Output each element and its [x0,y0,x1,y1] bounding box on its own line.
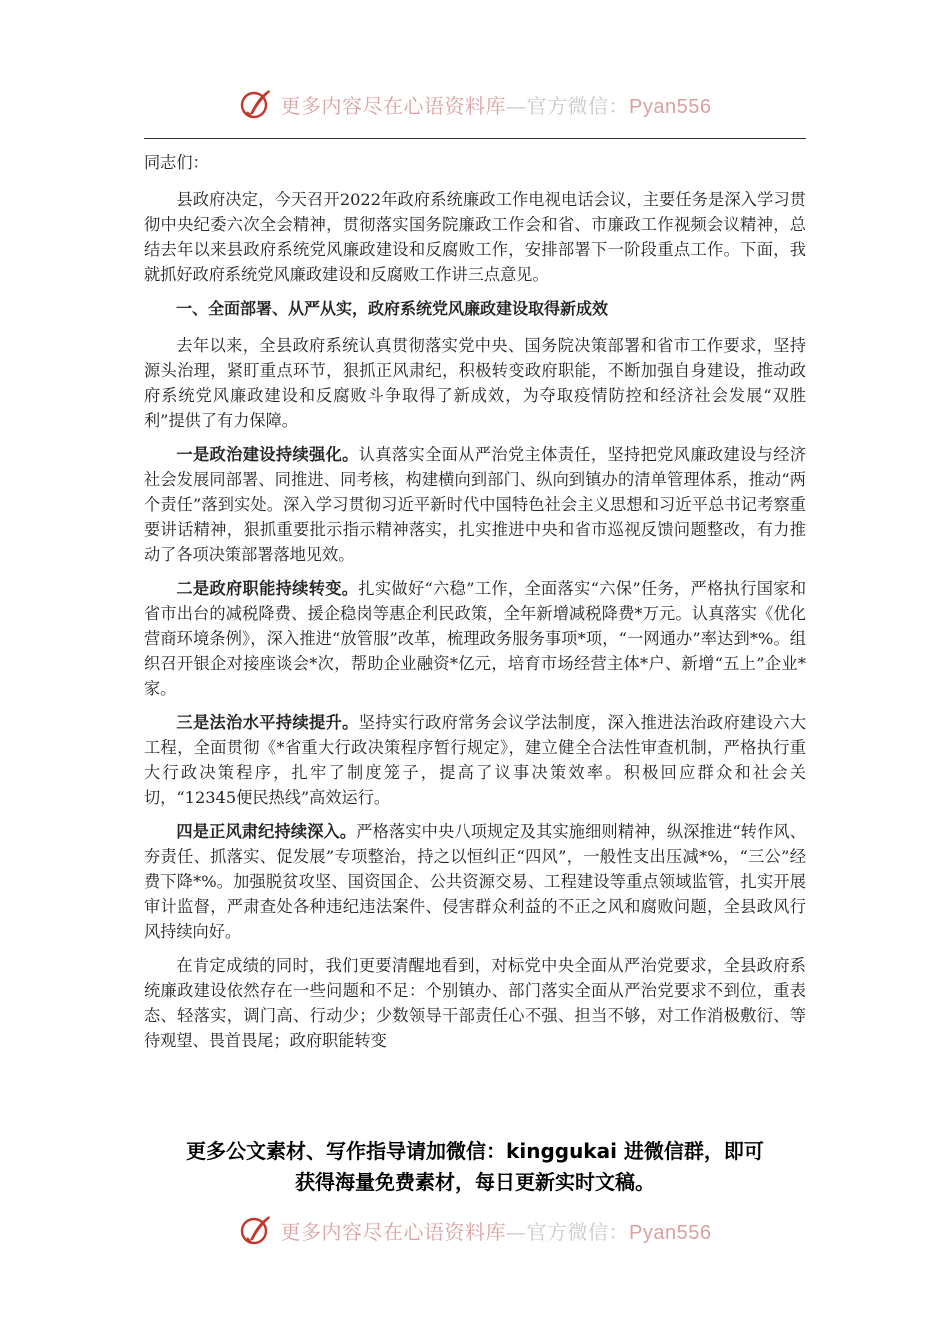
quill-pen-logo-icon [239,1213,273,1247]
point1-paragraph [144,442,806,567]
point3-title: 三是法治水平持续提升。 [176,713,359,732]
brand-separator: — [506,93,527,118]
promo-line-1: 更多公文素材、写作指导请加微信：kinggukai 进微信群，即可 [186,1139,764,1163]
point2-title: 二是政府职能持续转变。 [176,579,359,598]
point2-paragraph [144,576,806,701]
header-watermark [0,84,950,124]
official-label: 官方微信： [526,1219,630,1244]
brand-name: 更多内容尽在心语资料库 [280,93,507,118]
header-rule [144,138,806,139]
watermark-text [281,90,712,119]
section1-heading: 一、全面部署、从严从实，政府系统党风廉政建设取得新成效 [176,299,609,318]
watermark-text [281,1216,712,1245]
wechat-id: Pyan556 [629,95,712,118]
point3-body: 坚持实行政府常务会议学法制度，深入推进法治政府建设六大工程，全面贯彻《*省重大行政决策程序暂行规定》，建立健全合法性审查机制，严格执行重大行政决策程序，扎牢了制度笼子，提高了议事决策效率。积极回应群众和社会关切，“12345便民热线”高效运行。 [144,713,807,807]
promo-banner [120,1136,830,1198]
point4-title: 四是正风肃纪持续深入。 [176,822,357,841]
salutation: 同志们： [144,153,209,172]
promo-line-2: 获得海量免费素材，每日更新实时文稿。 [295,1170,655,1194]
point4-body: 严格落实中央八项规定及其实施细则精神，纵深推进“转作风、夯责任、抓落实、促发展”专项整治，持之以恒纠正“四风”，一般性支出压减*%，“三公”经费下降*%。加强脱贫攻坚、国资国企、公共资源交易、工程建设等重点领域监管，扎实开展审计监督，严肃查处各种违纪违法案件、侵害群众利益的不正之风和腐败问题，全县政风行风持续向好。 [144,822,806,941]
quill-pen-logo-icon [239,87,273,121]
point3-paragraph [144,710,806,810]
section1-intro-paragraph: 去年以来，全县政府系统认真贯彻落实党中央、国务院决策部署和省市工作要求，坚持源头治理，紧盯重点环节，狠抓正风肃纪，积极转变政府职能，不断加强自身建设，推动政府系统党风廉政建设和反腐败斗争取得了新成效，为夺取疫情防控和经济社会发展“双胜利”提供了有力保障。 [144,336,806,430]
point4-paragraph [144,819,806,944]
official-label: 官方微信： [526,93,630,118]
brand-separator: — [506,1219,527,1244]
closing-paragraph: 在肯定成绩的同时，我们更要清醒地看到，对标党中央全面从严治党要求，全县政府系统廉政建设依然存在一些问题和不足：个别镇办、部门落实全面从严治党要求不到位，重表态、轻落实，调门高、行动少；少数领导干部责任心不强、担当不够，对工作消极敷衍、等待观望、畏首畏尾；政府职能转变 [144,956,806,1050]
brand-name: 更多内容尽在心语资料库 [280,1219,507,1244]
point2-body: 扎实做好“六稳”工作，全面落实“六保”任务，严格执行国家和省市出台的减税降费、援企稳岗等惠企利民政策，全年新增减税降费*万元。认真落实《优化营商环境条例》，深入推进“放管服”改革，梳理政务服务事项*项，“一网通办”率达到*%。组织召开银企对接座谈会*次，帮助企业融资*亿元，培育市场经营主体*户、新增“五上”企业*家。 [144,579,807,698]
point1-title: 一是政治建设持续强化。 [176,445,359,464]
footer-watermark [0,1210,950,1250]
point1-body: 认真落实全面从严治党主体责任，坚持把党风廉政建设与经济社会发展同部署、同推进、同考核，构建横向到部门、纵向到镇办的清单管理体系，推动“两个责任”落到实处。深入学习贯彻习近平新时代中国特色社会主义思想和习近平总书记考察重要讲话精神，狠抓重要批示指示精神落实，扎实推进中央和省市巡视反馈问题整改，有力推动了各项决策部署落地见效。 [144,445,807,564]
intro-paragraph: 县政府决定，今天召开2022年政府系统廉政工作电视电话会议，主要任务是深入学习贯彻中央纪委六次全会精神，贯彻落实国务院廉政工作会和省、市廉政工作视频会议精神，总结去年以来县政府系统党风廉政建设和反腐败工作，安排部署下一阶段重点工作。下面，我就抓好政府系统党风廉政建设和反腐败工作讲三点意见。 [144,190,806,284]
document-body [144,150,806,1053]
wechat-id: Pyan556 [629,1221,712,1244]
